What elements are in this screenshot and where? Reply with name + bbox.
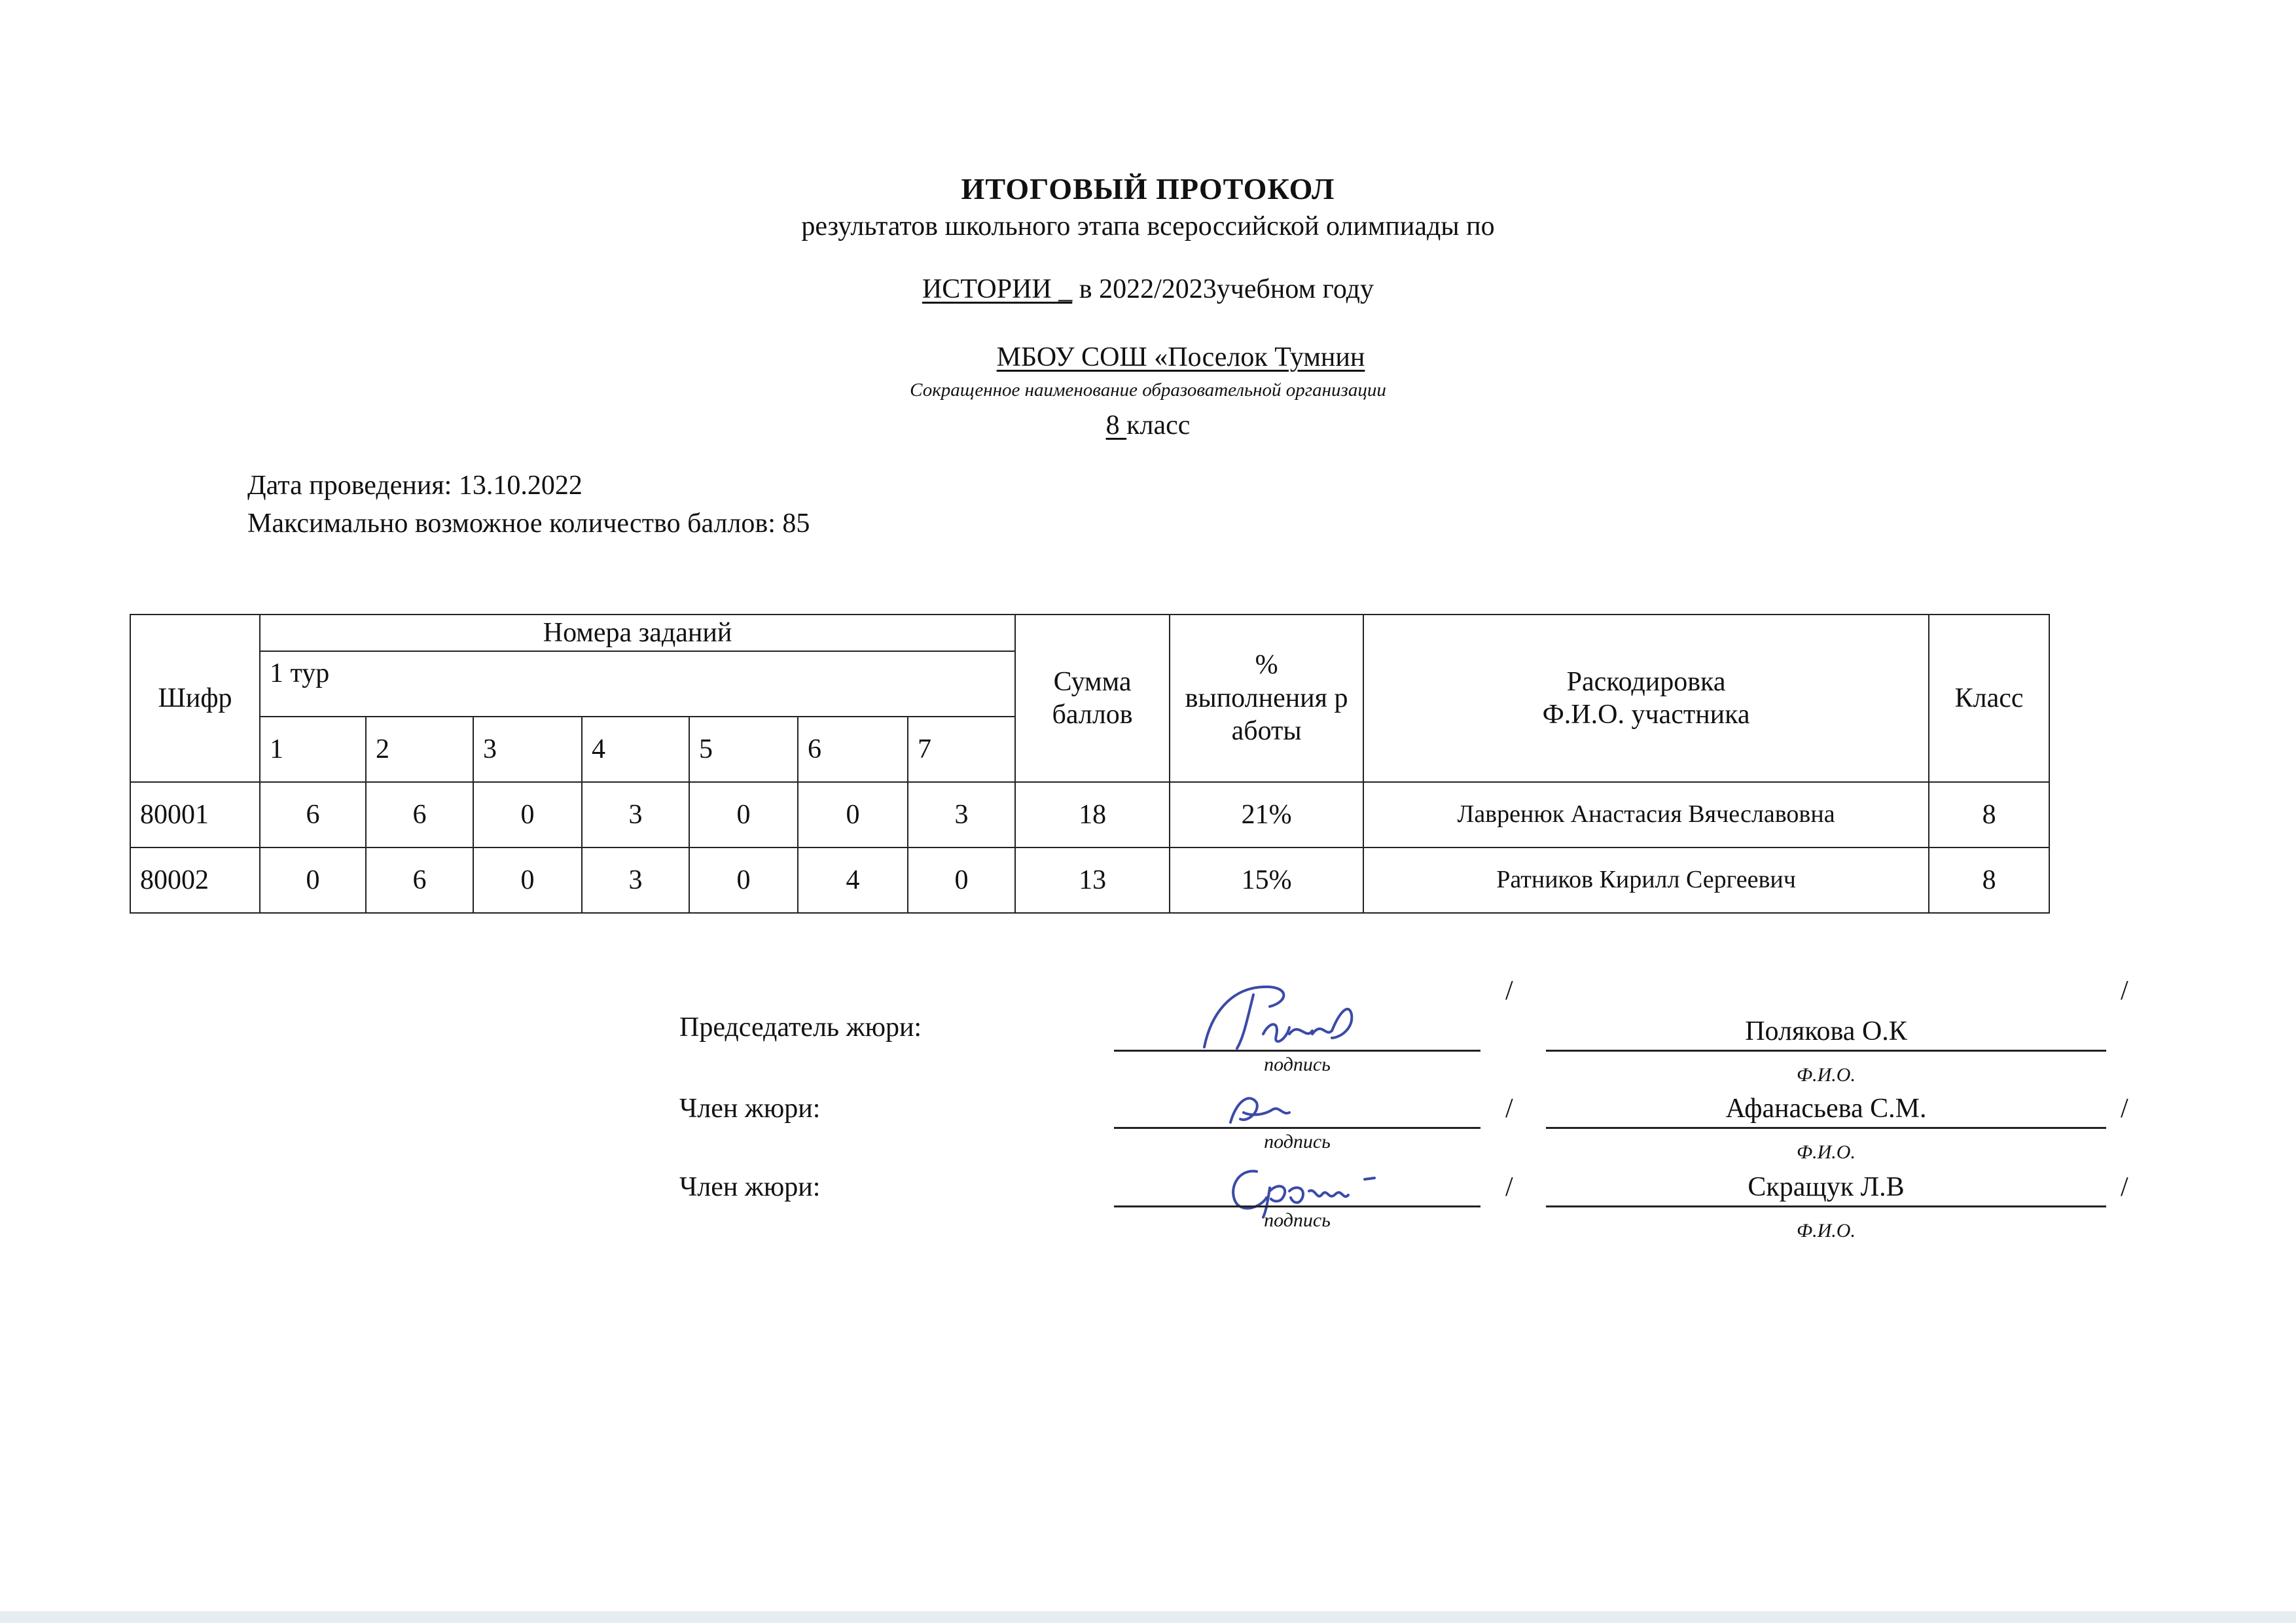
percent-header-text: выполнения работы [1185,683,1348,747]
max-score: Максимально возможное количество баллов: 85 [247,508,810,539]
sum-cell: 13 [1015,847,1170,913]
slash: / [1505,1094,1513,1124]
table-header-row [130,615,2049,651]
score-cell: 6 [366,782,473,847]
document-title: ИТОГОВЫЙ ПРОТОКОЛ [961,172,1335,205]
table-row [130,782,2049,847]
chair-signature-line [1114,1050,1480,1052]
decoding-header [1363,615,1929,782]
jury-chair-fio: Полякова О.К [1745,1016,1907,1046]
sum-header [1015,615,1170,782]
member-fio-line [1546,1205,2106,1207]
task-number: 6 [798,717,908,782]
score-cell: 0 [689,847,798,913]
school-name: МБОУ СОШ «Поселок Тумнин [996,342,1365,372]
subject-line [0,274,2296,305]
score-cell: 0 [798,782,908,847]
results-table [130,614,2050,914]
participant-name-cell: Лавренюк Анастасия Вячеславовна [1363,782,1929,847]
percent-cell: 21% [1170,782,1363,847]
jury-chair-label: Председатель жюри: [679,1012,922,1043]
sum-cell: 18 [1015,782,1170,847]
slash: / [1505,976,1513,1006]
grade-number: 8 [1105,410,1127,440]
decoding-header-text: Раскодировка [1566,666,1726,697]
score-cell: 0 [260,847,366,913]
percent-cell: 15% [1170,847,1363,913]
score-cell: 4 [798,847,908,913]
jury-member-label: Член жюри: [679,1094,821,1124]
task-number: 7 [908,717,1015,782]
tasks-header: Номера заданий [260,615,1015,651]
score-cell: 3 [908,782,1015,847]
fio-caption: Ф.И.О. [1797,1141,1856,1163]
cipher-cell: 80001 [130,782,260,847]
subject-name: ИСТОРИИ _ [922,274,1073,304]
document-subtitle: результатов школьного этапа всероссийской олимпиады по [801,211,1495,241]
score-cell: 3 [582,782,689,847]
score-cell: 0 [473,782,582,847]
signature-caption: подпись [1264,1131,1331,1152]
slash: / [2121,1094,2128,1124]
class-cell: 8 [1929,847,2049,913]
table-row [130,847,2049,913]
cipher-header: Шифр [130,615,260,782]
score-cell: 0 [689,782,798,847]
round-header: 1 тур [260,651,1015,717]
score-cell: 6 [366,847,473,913]
score-cell: 0 [908,847,1015,913]
score-cell: 3 [582,847,689,913]
task-number: 3 [473,717,582,782]
task-number: 4 [582,717,689,782]
class-cell: 8 [1929,782,2049,847]
task-number: 2 [366,717,473,782]
member-fio-line [1546,1127,2106,1129]
grade-line [0,410,2296,441]
score-cell: 0 [473,847,582,913]
cipher-cell: 80002 [130,847,260,913]
grade-label: класс [1126,410,1191,440]
jury-member-label: Член жюри: [679,1172,821,1202]
chair-fio-line [1546,1050,2106,1052]
slash: / [1505,1172,1513,1202]
school-line [0,342,2296,373]
class-header: Класс [1929,615,2049,782]
school-name-caption: Сокращенное наименование образовательной организации [910,380,1386,401]
event-date: Дата проведения: 13.10.2022 [247,471,583,501]
fio-caption: Ф.И.О. [1797,1064,1856,1086]
percent-header [1170,615,1363,782]
signature-mark [1191,975,1388,1060]
decoding-subheader: Ф.И.О. участника [1542,700,1750,730]
task-number: 5 [689,717,798,782]
task-number: 1 [260,717,366,782]
signature-caption: подпись [1264,1054,1331,1075]
academic-year: в 2022/2023учебном году [1072,274,1374,304]
scan-edge-band [0,1611,2296,1623]
member-signature-line [1114,1127,1480,1129]
slash: / [2121,976,2128,1006]
jury-member-fio: Афанасьева С.М. [1725,1094,1927,1124]
score-cell: 6 [260,782,366,847]
participant-name-cell: Ратников Кирилл Сергеевич [1363,847,1929,913]
jury-member-fio: Скращук Л.В [1748,1172,1905,1202]
sum-header-text: Сумма баллов [1052,666,1133,730]
percent-symbol: % [1255,650,1278,681]
fio-caption: Ф.И.О. [1797,1220,1856,1241]
signature-caption: подпись [1264,1209,1331,1231]
slash: / [2121,1172,2128,1202]
member-signature-line [1114,1205,1480,1207]
